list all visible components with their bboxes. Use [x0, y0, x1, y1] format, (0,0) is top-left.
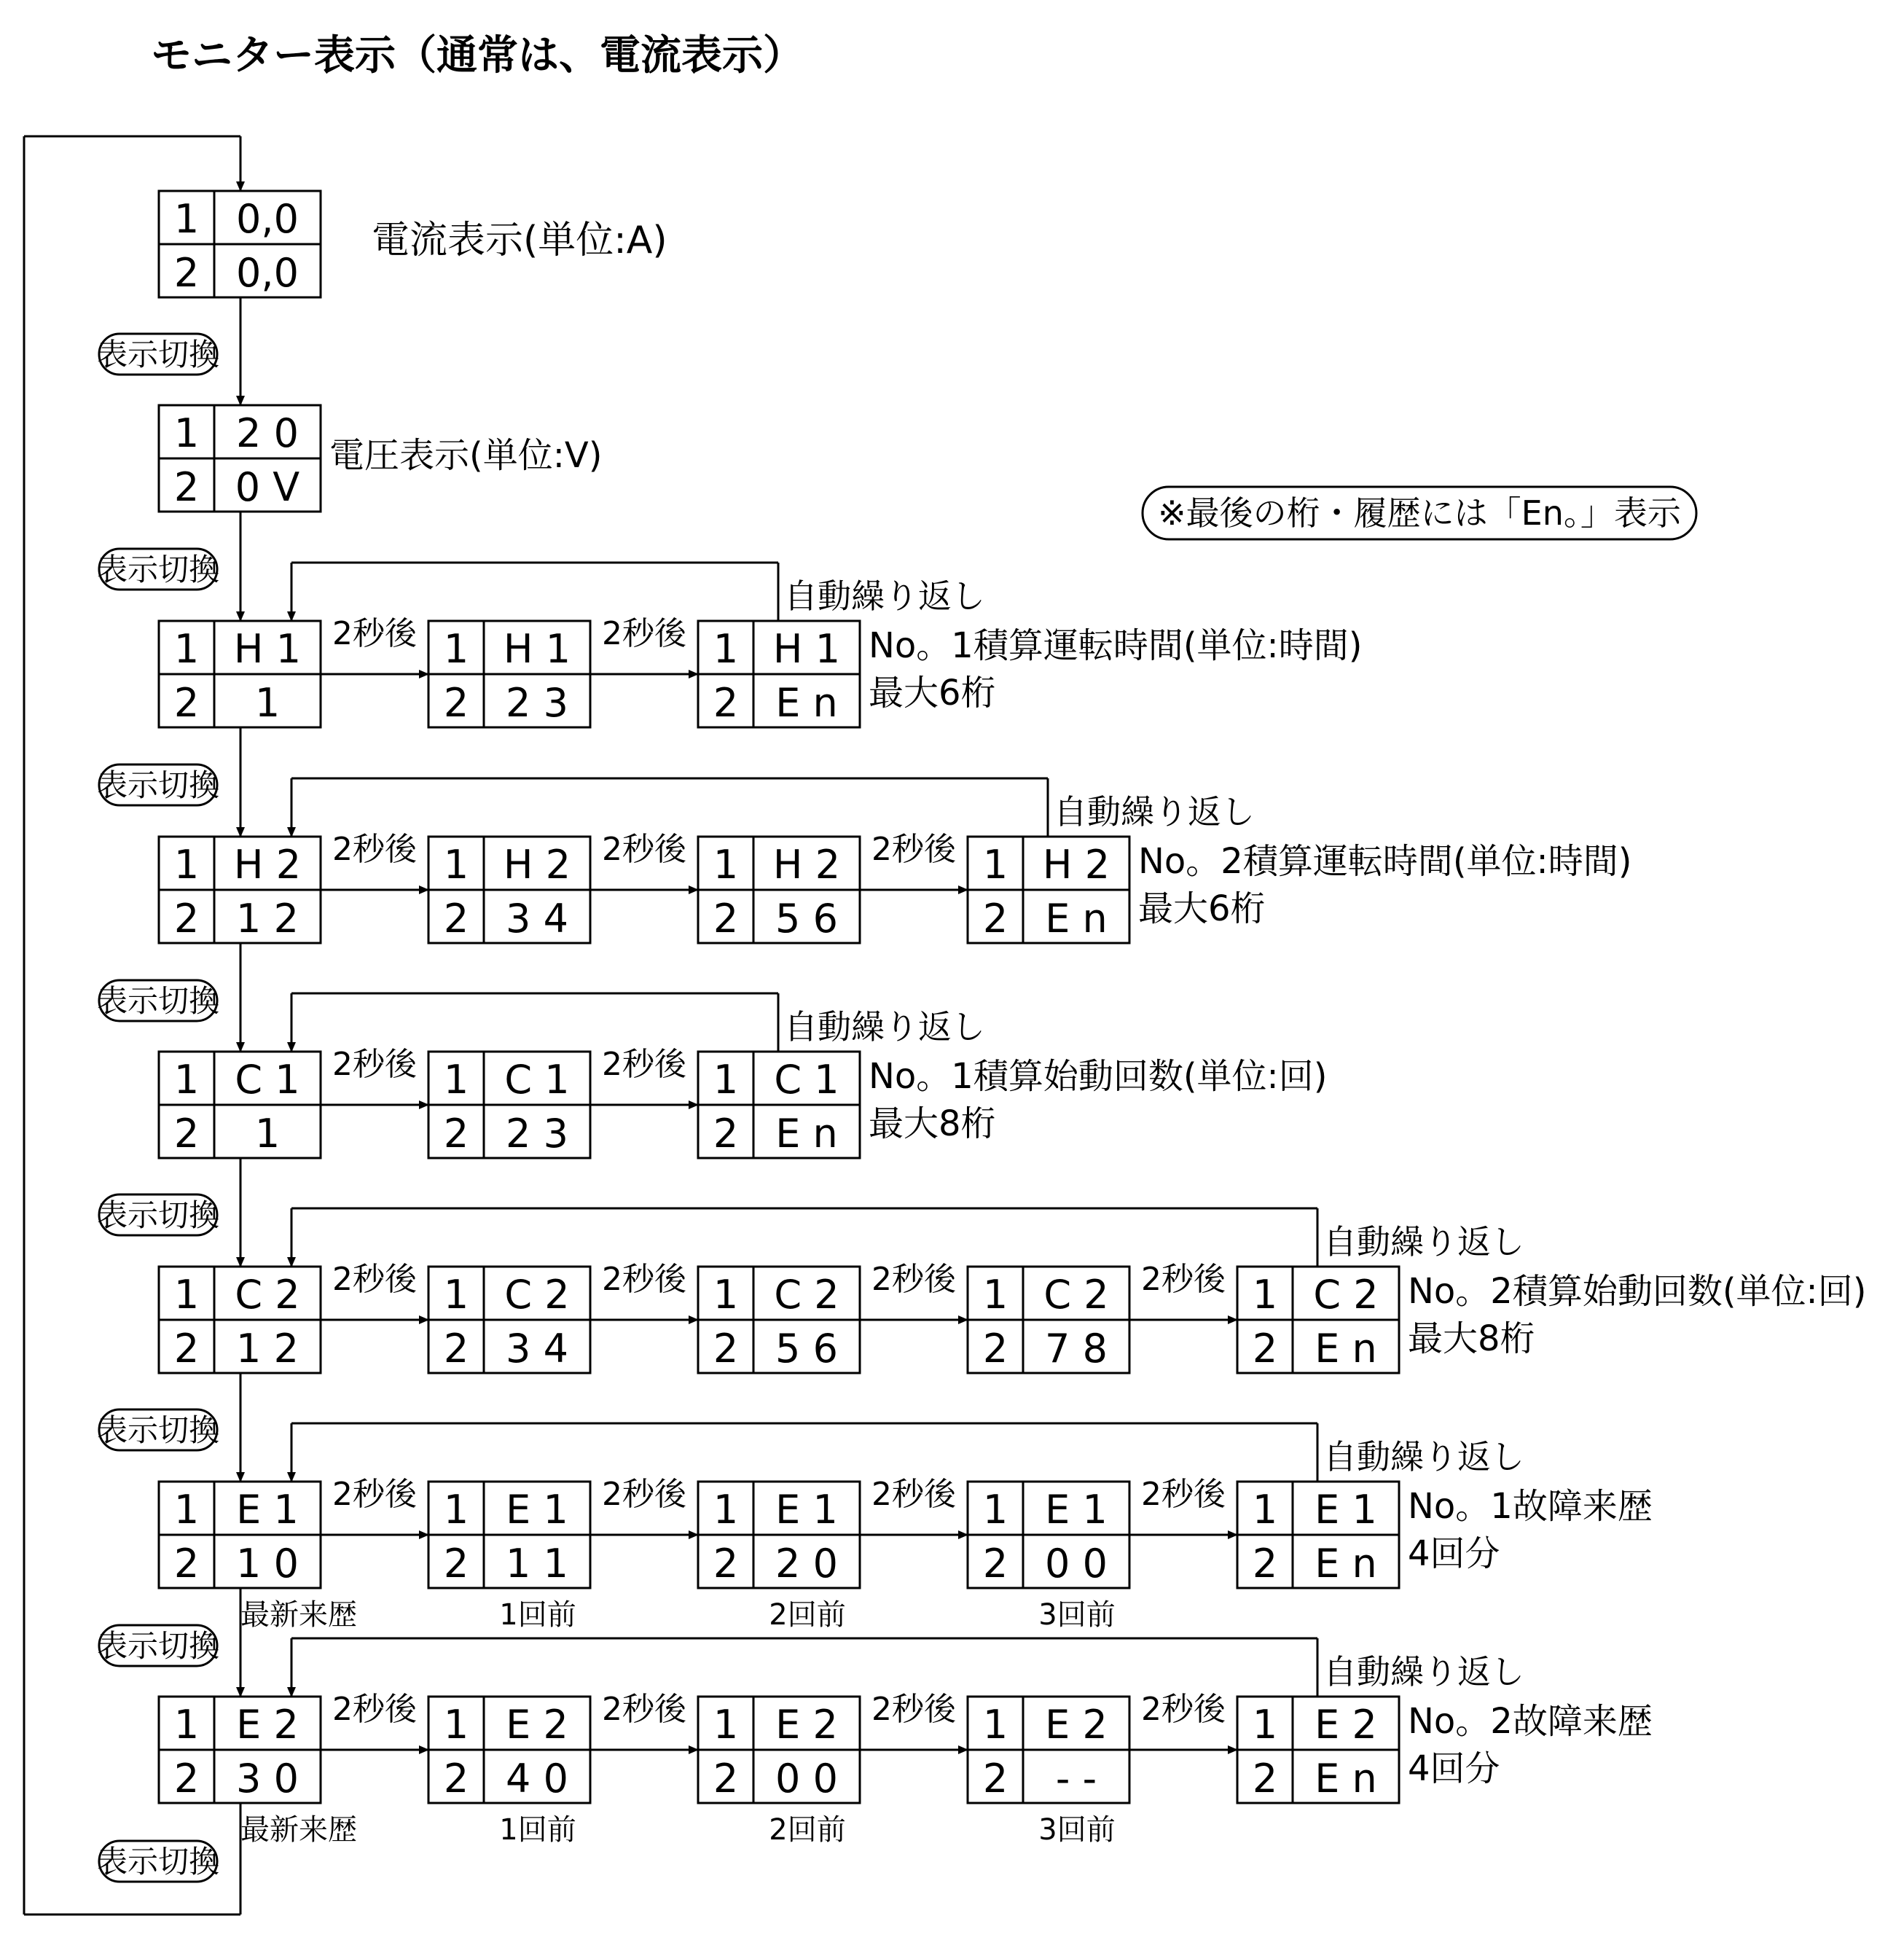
display-digit-line1: C 1	[235, 1057, 300, 1103]
repeat-label: 自動繰り返し	[784, 1007, 985, 1047]
display-digit-line1: C 2	[504, 1272, 570, 1318]
display-digit-line1: 1	[982, 842, 1008, 888]
display-digit-line2: 3 4	[506, 896, 568, 942]
display-digit-line2: E n	[775, 680, 838, 726]
display-digit-line1: C 2	[774, 1272, 839, 1318]
display-digit-line2: 2	[713, 1326, 739, 1372]
display-digit-line1: H 1	[772, 626, 841, 672]
display-digit-line1: 1	[173, 1272, 200, 1318]
display-digit-line2: 2	[713, 1111, 739, 1157]
display-digit-line1: 1	[443, 1272, 469, 1318]
display-digit-line1: E 1	[1045, 1487, 1108, 1533]
display-digit-line1: H 2	[1042, 842, 1110, 888]
display-digit-line1: E 1	[775, 1487, 838, 1533]
step-label: 2秒後	[602, 615, 686, 652]
display-digit-line2: E n	[1045, 896, 1108, 942]
display-digit-line2: 0 0	[775, 1756, 838, 1802]
display-digit-line2: 2	[443, 1756, 469, 1802]
display-digit-line1: E 2	[506, 1702, 568, 1748]
display-digit-line2: 1	[254, 680, 281, 726]
display-digit-line2: 1 1	[506, 1541, 568, 1587]
repeat-label: 自動繰り返し	[1323, 1437, 1524, 1476]
display-digit-line2: 3 0	[236, 1756, 299, 1802]
history-label-latest: 最新来歴	[240, 1598, 357, 1632]
row-description: 電圧表示(単位:V)	[329, 435, 603, 476]
step-label: 2秒後	[602, 831, 686, 868]
display-digit-line2: 4 0	[506, 1756, 568, 1802]
page-title: モニター表示（通常は、電流表示）	[151, 32, 804, 79]
display-digit-line1: C 2	[235, 1272, 300, 1318]
history-label: 3回前	[1038, 1598, 1116, 1632]
step-label: 2秒後	[602, 1261, 686, 1298]
display-digit-line2: 2	[713, 896, 739, 942]
display-digit-line2: 2	[173, 1326, 200, 1372]
display-digit-line1: C 1	[504, 1057, 570, 1103]
display-digit-line1: 1	[443, 1057, 469, 1103]
switch-button-label: 表示切換	[96, 1197, 220, 1233]
display-digit-line2: 2	[443, 1326, 469, 1372]
display-digit-line1: 1	[443, 626, 469, 672]
step-label: 2秒後	[871, 1476, 956, 1513]
row-description-digits: 最大8桁	[869, 1103, 996, 1144]
step-label: 2秒後	[332, 1476, 417, 1513]
display-digit-line1: C 2	[1043, 1272, 1109, 1318]
display-digit-line2: - -	[1055, 1756, 1097, 1802]
display-digit-line2: 2	[443, 680, 469, 726]
step-label: 2秒後	[332, 1046, 417, 1083]
display-digit-line2: 2	[982, 896, 1008, 942]
display-digit-line1: 1	[713, 1057, 739, 1103]
display-digit-line1: 1	[713, 1487, 739, 1533]
display-digit-line2: 1	[254, 1111, 281, 1157]
display-digit-line1: 1	[713, 1272, 739, 1318]
display-digit-line2: 3 4	[506, 1326, 568, 1372]
switch-button-label: 表示切換	[96, 1412, 220, 1448]
display-digit-line2: 2	[443, 1541, 469, 1587]
switch-button-label: 表示切換	[96, 552, 220, 587]
display-digit-line2: 7 8	[1045, 1326, 1108, 1372]
history-label: 1回前	[499, 1598, 576, 1632]
display-digit-line1: H 1	[233, 626, 302, 672]
display-digit-line2: 2	[443, 896, 469, 942]
display-digit-line1: 1	[173, 410, 200, 456]
history-label: 2回前	[769, 1598, 846, 1632]
display-digit-line1: E 1	[506, 1487, 568, 1533]
step-label: 2秒後	[332, 1261, 417, 1298]
history-label: 1回前	[499, 1813, 576, 1847]
switch-button-label: 表示切換	[96, 983, 220, 1019]
display-digit-line1: H 2	[503, 842, 571, 888]
display-digit-line2: 2	[982, 1756, 1008, 1802]
display-digit-line2: 5 6	[775, 1326, 838, 1372]
row-description: No。2故障来歴	[1408, 1701, 1653, 1742]
step-label: 2秒後	[332, 1691, 417, 1728]
step-label: 2秒後	[602, 1476, 686, 1513]
repeat-label: 自動繰り返し	[1054, 792, 1255, 832]
switch-button-label: 表示切換	[96, 1844, 220, 1880]
display-digit-line2: 2	[173, 896, 200, 942]
row-description-digits: 4回分	[1408, 1748, 1500, 1789]
row-description: 電流表示(単位:A)	[372, 219, 667, 262]
display-digit-line2: 2	[982, 1326, 1008, 1372]
display-digit-line2: E n	[1315, 1756, 1377, 1802]
display-digit-line2: 2	[982, 1541, 1008, 1587]
display-digit-line2: 2	[1252, 1756, 1278, 1802]
display-digit-line2: 5 6	[775, 896, 838, 942]
step-label: 2秒後	[332, 615, 417, 652]
row-description: No。1積算運転時間(単位:時間)	[869, 625, 1363, 666]
display-digit-line1: 1	[173, 842, 200, 888]
row-description: No。2積算始動回数(単位:回)	[1408, 1271, 1867, 1312]
step-label: 2秒後	[602, 1046, 686, 1083]
step-label: 2秒後	[1141, 1261, 1226, 1298]
row-description-digits: 最大6桁	[869, 673, 996, 713]
step-label: 2秒後	[871, 831, 956, 868]
display-digit-line2: 2	[173, 1756, 200, 1802]
row-description: No。2積算運転時間(単位:時間)	[1138, 841, 1632, 882]
repeat-label: 自動繰り返し	[784, 576, 985, 616]
display-digit-line2: E n	[775, 1111, 838, 1157]
display-digit-line1: 0,0	[236, 196, 299, 242]
display-digit-line2: 1 0	[236, 1541, 299, 1587]
display-digit-line1: C 2	[1313, 1272, 1379, 1318]
display-digit-line1: 1	[173, 196, 200, 242]
step-label: 2秒後	[332, 831, 417, 868]
display-digit-line2: 2	[173, 464, 200, 510]
row-description-digits: 最大8桁	[1408, 1318, 1535, 1359]
display-digit-line1: H 1	[503, 626, 571, 672]
row-description: No。1積算始動回数(単位:回)	[869, 1056, 1328, 1097]
display-digit-line2: 1 2	[236, 1326, 299, 1372]
display-digit-line2: 2 3	[506, 1111, 568, 1157]
display-digit-line2: 0 0	[1045, 1541, 1108, 1587]
display-digit-line1: 1	[982, 1702, 1008, 1748]
display-digit-line2: E n	[1315, 1326, 1377, 1372]
display-digit-line1: E 1	[1315, 1487, 1377, 1533]
display-digit-line2: 2 3	[506, 680, 568, 726]
row-description: No。1故障来歴	[1408, 1486, 1653, 1527]
repeat-label: 自動繰り返し	[1323, 1222, 1524, 1262]
display-digit-line1: 1	[173, 626, 200, 672]
step-label: 2秒後	[1141, 1476, 1226, 1513]
display-digit-line2: 2	[173, 1111, 200, 1157]
step-label: 2秒後	[871, 1691, 956, 1728]
display-digit-line1: 1	[443, 1487, 469, 1533]
row-description-digits: 4回分	[1408, 1533, 1500, 1574]
row-description-digits: 最大6桁	[1138, 888, 1266, 929]
display-digit-line1: 1	[1252, 1702, 1278, 1748]
display-digit-line1: 1	[173, 1487, 200, 1533]
display-digit-line1: E 2	[1315, 1702, 1377, 1748]
display-digit-line2: 0 V	[235, 464, 300, 510]
display-digit-line2: 2	[173, 250, 200, 296]
display-digit-line1: C 1	[774, 1057, 839, 1103]
display-digit-line2: 2	[443, 1111, 469, 1157]
step-label: 2秒後	[871, 1261, 956, 1298]
display-digit-line1: E 2	[1045, 1702, 1108, 1748]
display-digit-line1: 1	[1252, 1487, 1278, 1533]
display-digit-line1: 1	[982, 1272, 1008, 1318]
history-label-latest: 最新来歴	[240, 1813, 357, 1847]
display-digit-line1: 1	[713, 1702, 739, 1748]
note-text: ※最後の桁・履歴には「En。」表示	[1158, 493, 1681, 533]
display-digit-line1: 1	[173, 1057, 200, 1103]
display-digit-line2: E n	[1315, 1541, 1377, 1587]
display-digit-line1: 1	[713, 842, 739, 888]
display-digit-line1: H 2	[233, 842, 302, 888]
display-digit-line2: 2	[1252, 1541, 1278, 1587]
display-digit-line1: 1	[982, 1487, 1008, 1533]
display-digit-line1: 1	[713, 626, 739, 672]
switch-button-label: 表示切換	[96, 1628, 220, 1664]
display-digit-line1: H 2	[772, 842, 841, 888]
step-label: 2秒後	[1141, 1691, 1226, 1728]
switch-button-label: 表示切換	[96, 767, 220, 803]
history-label: 2回前	[769, 1813, 846, 1847]
display-digit-line2: 2	[713, 680, 739, 726]
display-digit-line2: 1 2	[236, 896, 299, 942]
step-label: 2秒後	[602, 1691, 686, 1728]
display-digit-line1: 1	[173, 1702, 200, 1748]
display-digit-line2: 2	[713, 1541, 739, 1587]
display-digit-line2: 0,0	[236, 250, 299, 296]
history-label: 3回前	[1038, 1813, 1116, 1847]
display-digit-line2: 2	[173, 1541, 200, 1587]
display-digit-line2: 2 0	[775, 1541, 838, 1587]
repeat-label: 自動繰り返し	[1323, 1652, 1524, 1691]
display-digit-line1: E 1	[236, 1487, 299, 1533]
display-digit-line1: 1	[443, 1702, 469, 1748]
display-digit-line1: 1	[443, 842, 469, 888]
display-digit-line1: E 2	[236, 1702, 299, 1748]
display-digit-line2: 2	[1252, 1326, 1278, 1372]
switch-button-label: 表示切換	[96, 337, 220, 372]
display-digit-line1: E 2	[775, 1702, 838, 1748]
display-digit-line1: 1	[1252, 1272, 1278, 1318]
display-digit-line2: 2	[173, 680, 200, 726]
display-digit-line1: 2 0	[236, 410, 299, 456]
display-digit-line2: 2	[713, 1756, 739, 1802]
